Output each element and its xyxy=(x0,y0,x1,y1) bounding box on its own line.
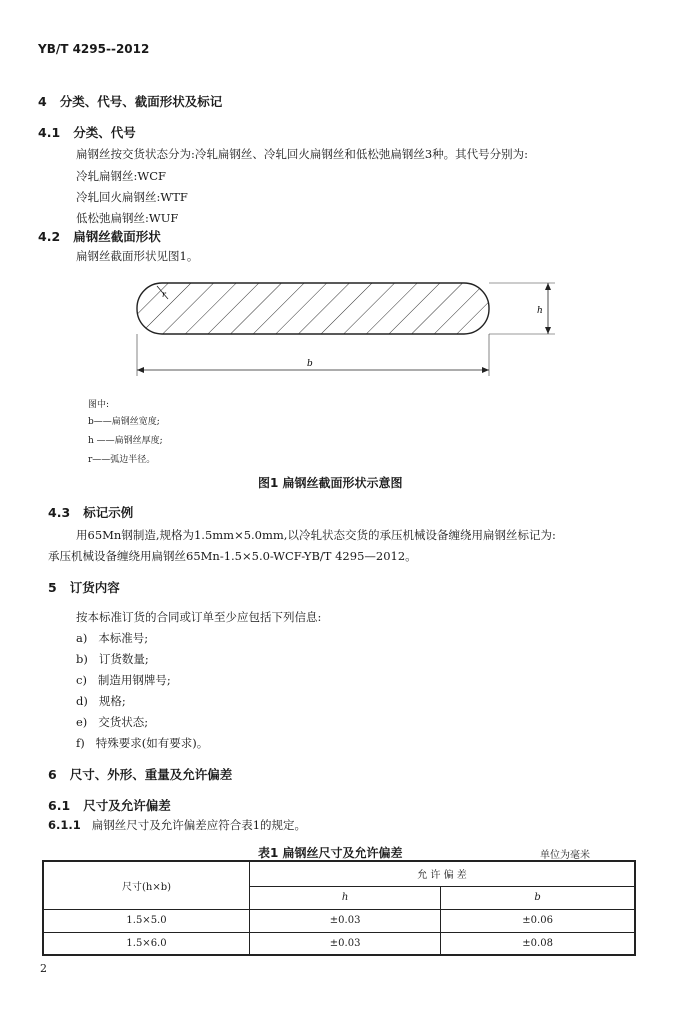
section-title: 分类、代号、截面形状及标记 xyxy=(59,94,223,109)
figure-legend-r: r——弧边半径。 xyxy=(88,455,156,465)
paragraph: 用65Mn钢制造,规格为1.5mm×5.0mm,以冷轧状态交货的承压机械设备缠绕用扁钢丝标记为: xyxy=(76,528,556,542)
section-number: 4.1 xyxy=(38,125,61,140)
section-number: 6.1 xyxy=(48,798,71,813)
height-label: h xyxy=(537,306,543,316)
list-item: 冷轧扁钢丝:WCF xyxy=(76,169,166,183)
list-item xyxy=(76,672,171,688)
section-number: 4.3 xyxy=(48,505,71,520)
section-4-3-heading xyxy=(48,503,133,521)
paragraph: 承压机械设备缠绕用扁钢丝65Mn-1.5×5.0-WCF-YB/T 4295—2012。 xyxy=(48,549,417,563)
figure-legend-title: 图中: xyxy=(88,400,110,410)
paragraph: 扁钢丝尺寸及允许偏差应符合表1的规定。 xyxy=(91,818,307,832)
section-number: 4.2 xyxy=(38,229,61,244)
column-header-size: 尺寸(h×b) xyxy=(43,861,250,909)
list-item xyxy=(76,651,149,667)
list-marker: f) xyxy=(76,736,85,750)
list-item: 冷轧回火扁钢丝:WTF xyxy=(76,190,188,204)
section-number: 5 xyxy=(48,580,57,595)
list-marker: d) xyxy=(76,694,88,708)
list-item xyxy=(76,693,126,709)
list-text: 订货数量; xyxy=(98,652,149,666)
figure-legend-b: b——扁钢丝宽度; xyxy=(88,417,160,427)
cell-h-tolerance: ±0.03 xyxy=(250,932,441,955)
radius-label: r xyxy=(162,290,166,299)
table-row xyxy=(43,932,635,955)
cell-b-tolerance: ±0.06 xyxy=(441,909,635,932)
section-6-heading xyxy=(48,765,232,783)
list-text: 制造用钢牌号; xyxy=(97,673,171,687)
paragraph: 扁钢丝截面形状见图1。 xyxy=(76,249,199,263)
section-4-2-heading xyxy=(38,227,161,245)
list-item xyxy=(76,630,148,646)
list-text: 特殊要求(如有要求)。 xyxy=(95,736,209,750)
cell-h-tolerance: ±0.03 xyxy=(250,909,441,932)
standard-number: YB/T 4295--2012 xyxy=(38,42,150,56)
list-text: 本标准号; xyxy=(98,631,149,645)
section-6-1-heading xyxy=(48,796,171,814)
section-title: 扁钢丝截面形状 xyxy=(73,229,161,244)
section-title: 订货内容 xyxy=(69,580,120,595)
column-header-tolerance: 允 许 偏 差 xyxy=(250,861,636,886)
list-marker: e) xyxy=(76,715,88,729)
list-text: 规格; xyxy=(98,694,126,708)
flat-wire-cross-section-figure xyxy=(0,270,676,390)
tolerance-table xyxy=(42,860,636,956)
section-6-1-1 xyxy=(48,817,306,833)
section-4-heading xyxy=(38,92,222,110)
section-4-1-heading xyxy=(38,123,136,141)
section-5-heading xyxy=(48,578,120,596)
section-number: 6.1.1 xyxy=(48,818,81,832)
paragraph: 扁钢丝按交货状态分为:冷轧扁钢丝、冷轧回火扁钢丝和低松弛扁钢丝3种。其代号分别为: xyxy=(76,147,529,161)
page-number: 2 xyxy=(40,962,47,975)
list-item xyxy=(76,714,148,730)
list-marker: a) xyxy=(76,631,88,645)
section-title: 尺寸及允许偏差 xyxy=(83,798,171,813)
paragraph: 按本标准订货的合同或订单至少应包括下列信息: xyxy=(76,610,322,624)
width-label: b xyxy=(307,359,313,369)
section-title: 标记示例 xyxy=(83,505,134,520)
table-caption: 表1 扁钢丝尺寸及允许偏差 xyxy=(258,846,403,860)
section-title: 尺寸、外形、重量及允许偏差 xyxy=(69,767,233,782)
section-title: 分类、代号 xyxy=(73,125,136,140)
cell-size: 1.5×5.0 xyxy=(43,909,250,932)
list-marker: c) xyxy=(76,673,87,687)
cell-size: 1.5×6.0 xyxy=(43,932,250,955)
figure-legend-h: h ——扁钢丝厚度; xyxy=(88,436,163,446)
table-row xyxy=(43,909,635,932)
column-header-h: h xyxy=(250,886,441,909)
list-item: 低松弛扁钢丝:WUF xyxy=(76,211,179,225)
figure-caption: 图1 扁钢丝截面形状示意图 xyxy=(258,476,403,490)
cell-b-tolerance: ±0.08 xyxy=(441,932,635,955)
table-unit: 单位为毫米 xyxy=(540,850,590,861)
list-text: 交货状态; xyxy=(98,715,149,729)
list-item xyxy=(76,735,208,751)
wire-section-outline xyxy=(137,283,489,334)
section-number: 6 xyxy=(48,767,57,782)
list-marker: b) xyxy=(76,652,88,666)
section-number: 4 xyxy=(38,94,47,109)
column-header-b: b xyxy=(441,886,635,909)
